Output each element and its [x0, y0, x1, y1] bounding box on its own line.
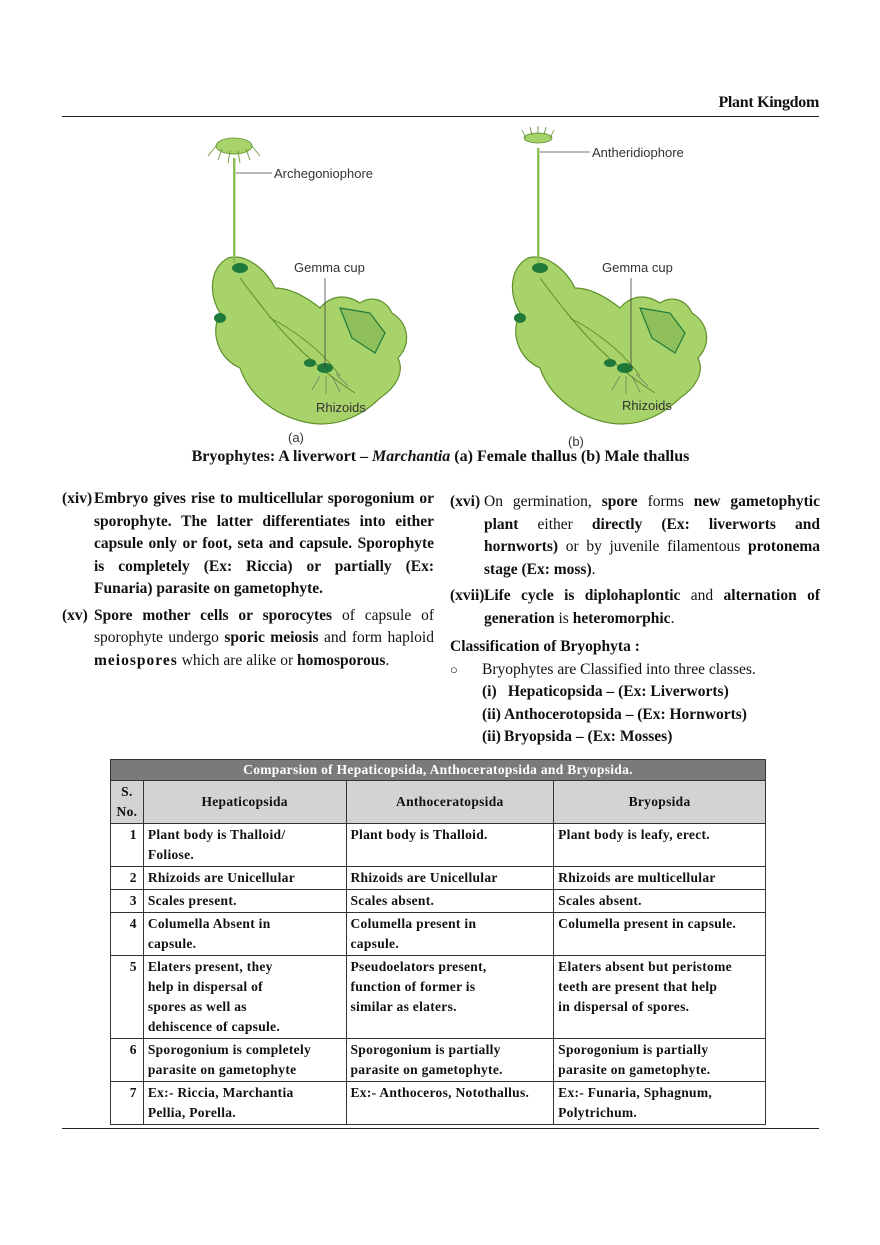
table-row [111, 1082, 766, 1125]
table-cell: Sporogonium is completely parasite on gametophyte [143, 1039, 346, 1082]
table-row [111, 867, 766, 890]
table-row [111, 824, 766, 867]
classification-intro: ○ Bryophytes are Classified into three classes. [450, 659, 820, 682]
column-header: Bryopsida [554, 781, 766, 824]
table-cell: Elaters present, they help in dispersal of spores as well as dehiscence of capsule. [143, 956, 346, 1039]
rhizoids-label-a: Rhizoids [316, 400, 366, 415]
column-header: Hepaticopsida [143, 781, 346, 824]
table-title: Comparsion of Hepaticopsida, Anthoceratopsida and Bryopsida. [111, 760, 766, 781]
table-cell: Plant body is Thalloid. [346, 824, 554, 867]
antheridiophore-label: Antheridiophore [592, 145, 684, 160]
point-xv: (xv) Spore mother cells or sporocytes of capsule of sporophyte undergo sporic meiosis and form haploid meiospores which are alike or homosporous. [62, 606, 434, 669]
row-number-cell: 1 [111, 824, 144, 867]
left-column [62, 488, 434, 676]
comparison-table [110, 759, 766, 1125]
female-thallus-illustration [208, 138, 407, 445]
table-header-row [111, 781, 766, 824]
table-cell: Rhizoids are Unicellular [346, 867, 554, 890]
table-row [111, 956, 766, 1039]
circle-bullet-icon: ○ [450, 661, 458, 677]
table-cell: Columella Absent in capsule. [143, 913, 346, 956]
table-cell: Pseudoelators present, function of former is similar as elaters. [346, 956, 554, 1039]
table-cell: Plant body is Thalloid/ Foliose. [143, 824, 346, 867]
table-cell: Columella present in capsule. [554, 913, 766, 956]
table-cell: Ex:- Funaria, Sphagnum, Polytrichum. [554, 1082, 766, 1125]
male-thallus-illustration [512, 126, 706, 449]
class-item: (ii) Anthocerotopsida – (Ex: Hornworts) [482, 705, 747, 723]
table-row [111, 913, 766, 956]
classification-heading: Classification of Bryophyta : [450, 638, 640, 655]
table-cell: Elaters absent but peristome teeth are present that help in dispersal of spores. [554, 956, 766, 1039]
table-cell: Ex:- Riccia, Marchantia Pellia, Porella. [143, 1082, 346, 1125]
marchantia-figure [180, 118, 720, 454]
table-cell: Rhizoids are Unicellular [143, 867, 346, 890]
rhizoids-label-b: Rhizoids [622, 398, 672, 413]
bottom-rule [62, 1128, 819, 1129]
point-text: Embryo gives rise to multicellular sporogonium or sporophyte. The latter differentiates into either capsule only or foot, seta and capsule. Sporophyte is completely (Ex: Riccia) or partially (Ex: Funaria) parasite on gametophyte. [94, 490, 434, 597]
row-number-cell: 2 [111, 867, 144, 890]
row-number-cell: 6 [111, 1039, 144, 1082]
page-title: Plant Kingdom [718, 94, 819, 111]
point-number: (xvii) [450, 587, 485, 604]
row-number-cell: 7 [111, 1082, 144, 1125]
table-cell: Columella present in capsule. [346, 913, 554, 956]
gemma-cup-label-a: Gemma cup [294, 260, 365, 275]
point-xiv [62, 488, 434, 601]
point-number: (xv) [62, 606, 88, 624]
panel-a-label: (a) [288, 430, 304, 445]
table-cell: Scales absent. [346, 890, 554, 913]
table-cell: Ex:- Anthoceros, Notothallus. [346, 1082, 554, 1125]
table-cell: Plant body is leafy, erect. [554, 824, 766, 867]
table-row [111, 890, 766, 913]
class-item: (i) Hepaticopsida – (Ex: Liverworts) [482, 683, 729, 700]
archegoniophore-label: Archegoniophore [274, 166, 374, 181]
table-cell: Rhizoids are multicellular [554, 867, 766, 890]
table-cell: Sporogonium is partially parasite on gametophyte. [346, 1039, 554, 1082]
row-number-cell: 3 [111, 890, 144, 913]
class-item: (ii) Bryopsida – (Ex: Mosses) [482, 728, 673, 745]
point-number: (xiv) [62, 490, 93, 507]
table-cell: Scales absent. [554, 890, 766, 913]
row-number-cell: 5 [111, 956, 144, 1039]
point-xvi: (xvi) On germination, spore forms new gametophytic plant either directly (Ex: liverworts and hornworts) or by juvenile filamentous protonema stage (Ex: moss). [450, 493, 820, 578]
point-number: (xvi) [450, 493, 481, 510]
table-cell: Scales present. [143, 890, 346, 913]
table-row [111, 1039, 766, 1082]
column-header: Anthoceratopsida [346, 781, 554, 824]
gemma-cup-label-b: Gemma cup [602, 260, 673, 275]
point-xvii: (xvii) Life cycle is diplohaplontic and alternation of generation is heteromorphic. [450, 587, 820, 627]
figure-caption: Bryophytes: A liverwort – Marchantia (a) Female thallus (b) Male thallus [191, 448, 690, 465]
panel-b-label: (b) [568, 434, 584, 449]
row-number-cell: 4 [111, 913, 144, 956]
column-header: S. No. [111, 781, 144, 824]
right-column [450, 491, 820, 749]
page-header [62, 92, 819, 117]
table-cell: Sporogonium is partially parasite on gametophyte. [554, 1039, 766, 1082]
